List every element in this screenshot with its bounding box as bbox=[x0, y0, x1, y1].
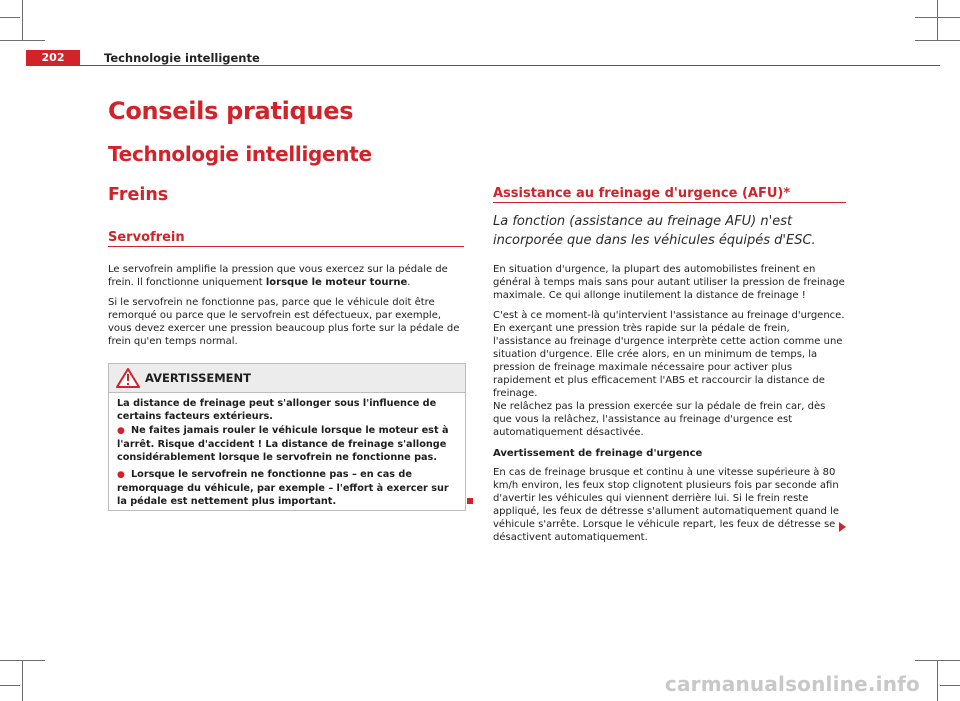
afu-paragraph-1: En situation d'urgence, la plupart des automobilistes freinent en général à temps mais sans pour autant utiliser la pression de freinage maximale. Ce qui allonge inutilement la distance de freinage ! bbox=[493, 264, 845, 301]
bullet-icon: ● bbox=[117, 426, 125, 436]
afu-paragraph-3: Ne relâchez pas la pression exercée sur la pédale de frein car, dès que vous la relâchez, l'assistance au freinage d'urgence est automatiquement désactivée. bbox=[493, 401, 826, 438]
afu-paragraph-2: C'est à ce moment-là qu'intervient l'assistance au freinage d'urgence. En exerçant une pression très rapide sur la pédale de frein, l'assistance au freinage d'urgence interprète cette action comme une situation d'urgence. Elle crée alors, en un minimum de temps, la pression de freinage maximale nécessaire pour activer plus rapidement et plus efficacement l'ABS et raccourcir la distance de freinage. bbox=[493, 310, 845, 399]
chapter-title: Conseils pratiques bbox=[108, 97, 354, 125]
crop-mark bbox=[937, 0, 938, 40]
afu-rule bbox=[493, 202, 846, 203]
page-header bbox=[26, 50, 940, 66]
afu-lead: La fonction (assistance au freinage AFU) n'est incorporée que dans les véhicules équipés d'ESC. bbox=[493, 214, 816, 248]
servofrein-rule bbox=[108, 246, 464, 247]
afu-paragraph-4: En cas de freinage brusque et continu à une vitesse supérieure à 80 km/h environ, les feux stop clignotent plusieurs fois par seconde afin d'avertir les véhicules qui viennent derrière lui. Si le frein reste appliqué, les feux de détresse s'allument automatiquement quand le véhicule s'arrête. Lorsque le véhicule repart, les feux de détresse se désactivent automatiquement. bbox=[493, 467, 840, 543]
crop-mark bbox=[915, 17, 960, 18]
crop-mark bbox=[0, 40, 45, 41]
page-number: 202 bbox=[26, 50, 80, 66]
warning-bullet bbox=[117, 468, 459, 508]
afu-title: Assistance au freinage d'urgence (AFU)* bbox=[493, 186, 791, 201]
warning-bullet-text: Lorsque le servofrein ne fonctionne pas – en cas de remorquage du véhicule, par exemple – l'effort à exercer sur la pédale est nettement plus important. bbox=[117, 469, 449, 507]
servofrein-paragraph-1 bbox=[108, 263, 464, 289]
warning-header bbox=[109, 364, 465, 393]
servofrein-p1-text: Le servofrein amplifie la pression que vous exercez sur la pédale de frein. Il fonctionne uniquement bbox=[108, 264, 448, 288]
warning-intro: La distance de freinage peut s'allonger sous l'influence de certains facteurs extérieurs. bbox=[117, 398, 437, 422]
crop-mark bbox=[0, 17, 20, 18]
bullet-icon: ● bbox=[117, 470, 125, 480]
crop-mark bbox=[22, 661, 23, 701]
watermark: carmanualsonline.info bbox=[664, 672, 920, 696]
servofrein-p1-end: . bbox=[407, 277, 411, 288]
crop-mark bbox=[937, 661, 938, 701]
afu-subheading: Avertissement de freinage d'urgence bbox=[493, 448, 703, 459]
header-title: Technologie intelligente bbox=[104, 51, 260, 65]
crop-mark bbox=[940, 685, 960, 686]
servofrein-paragraph-2: Si le servofrein ne fonctionne pas, parce que le véhicule doit être remorqué ou parce que le servofrein est défectueux, par exemple, vous devez exercer une pression beaucoup plus forte sur la pédale de frein qu'en temps normal. bbox=[108, 297, 460, 347]
servofrein-title: Servofrein bbox=[108, 230, 185, 245]
continue-arrow-icon bbox=[839, 522, 846, 532]
end-of-section-mark bbox=[467, 498, 473, 504]
warning-triangle-icon bbox=[116, 368, 140, 388]
crop-mark bbox=[22, 0, 23, 40]
warning-bullet bbox=[117, 424, 459, 464]
warning-bullet-text: Ne faites jamais rouler le véhicule lorsque le moteur est à l'arrêt. Risque d'accident ! La distance de freinage s'allonge considérablement lorsque le servofrein ne fonctionne pas. bbox=[117, 425, 449, 463]
servofrein-p1-emphasis: lorsque le moteur tourne bbox=[265, 277, 408, 288]
subsection-title: Freins bbox=[108, 185, 169, 205]
section-title: Technologie intelligente bbox=[108, 142, 372, 166]
crop-mark bbox=[915, 40, 960, 41]
header-rule bbox=[80, 65, 940, 66]
warning-box bbox=[108, 363, 466, 511]
warning-label: AVERTISSEMENT bbox=[145, 371, 252, 385]
crop-mark bbox=[0, 685, 20, 686]
